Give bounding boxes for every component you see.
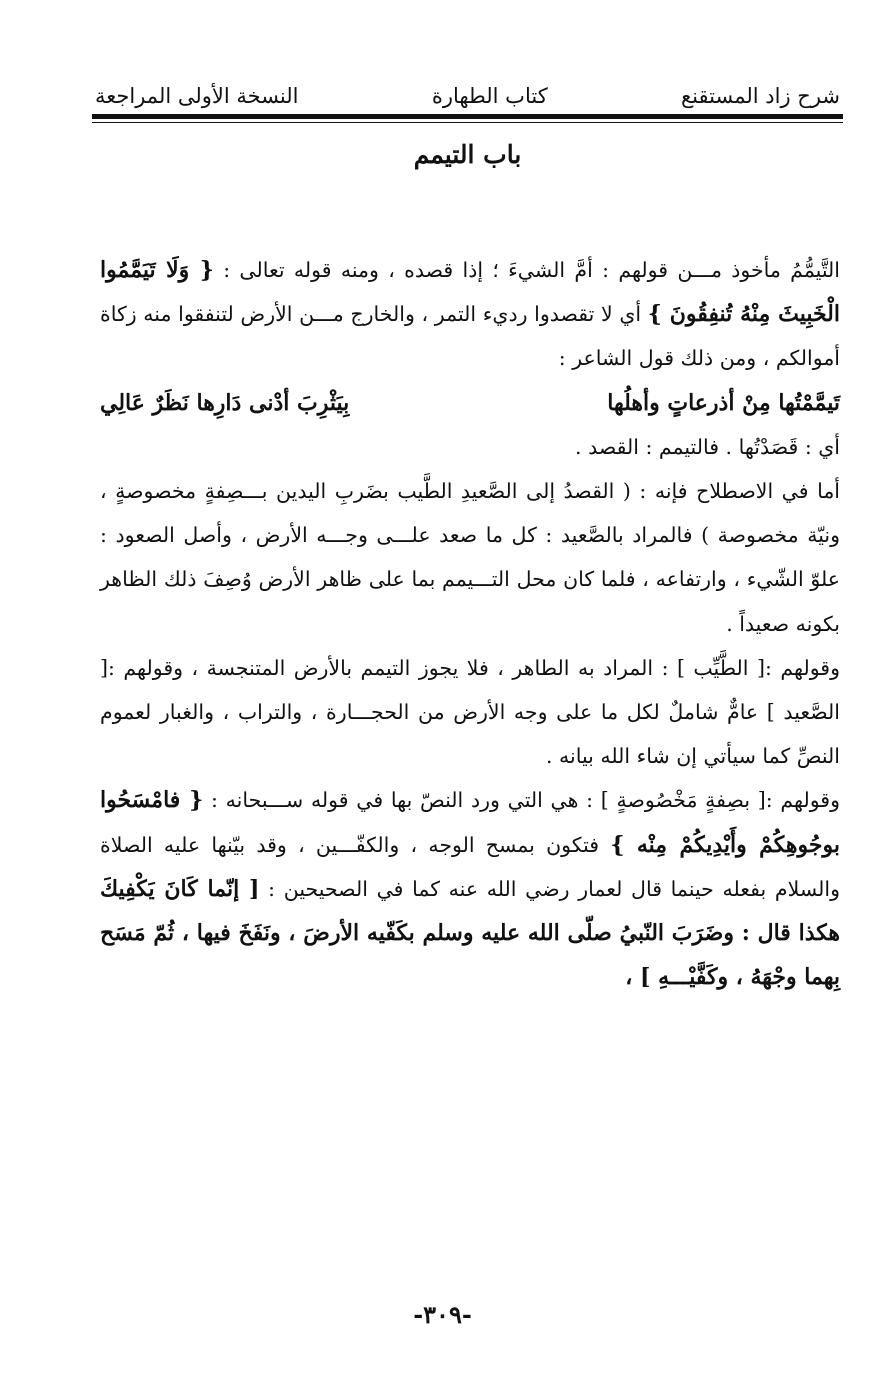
header-book-title: شرح زاد المستقنع [681,84,840,108]
verse-second-hemistich: بِيَثْرِبَ أدْنى دَارِها نَظَرٌ عَالِي [100,389,350,416]
poetry-verse [100,381,840,425]
verse-first-hemistich: تَيمَّمْتُها مِنْ أذرعاتٍ وأهلُها [607,389,840,416]
text-segment: فتكون بمسح الوجه ، والكفّـــين ، وقد بيّنها عليه الصلاة والسلام بفعله حينما قال لعمار رضي الله عنه كما في الصحيحين : [100,832,840,901]
page-number: -٣٠٩- [413,1300,472,1329]
paragraph-tayyib: وقولهم :[ الطَّيِّب ] : المراد به الطاهر ، فلا يجوز التيمم بالأرض المتنجسة ، وقولهم :[ الصَّعيد ] عامٌّ شاملٌ لكل ما على وجه الأرض من الحجـــارة ، والتراب ، والغبار لعموم النصِّ كما سيأتي إن شاء الله بيانه . [100,655,840,769]
text-segment: أي لا تقصدوا رديء التمر ، والخارج مـــن الأرض لتنفقوا منه زكاة أموالكم ، ومن ذلك قول الشاعر : [100,302,840,371]
quran-verse: { فامْسَحُوا بوجُوهِكُمْ وأَيْدِيكُمْ مِنْه } [100,787,840,858]
header-edition: النسخة الأولى المراجعة [95,84,299,108]
paragraph-definition [100,248,840,381]
header-section-title: كتاب الطهارة [431,84,548,108]
text-segment: وقولهم :[ بصِفةٍ مَخْصُوصةٍ ] : هي التي ورد النصّ بها في قوله ســـبحانه : [211,788,840,813]
chapter-title: باب التيمم [413,140,522,169]
quran-verse: { وَلَا تَيَمَّمُوا الْخَبِيثَ مِنْهُ تُنفِقُونَ } [100,257,840,328]
paragraph-sifa [100,778,840,999]
paragraph-istilah: أما في الاصطلاح فإنه : ( القصدُ إلى الصَّعيدِ الطَّيب بضَربِ اليدين بـــصِفةٍ مخصوصةٍ ، ونيّة مخصوصة ) فالمراد بالصَّعيد : كل ما صعد علـــى وجـــه الأرض ، وأصل الصعود : علوّ الشّيء ، وارتفاعه ، فلما كان محل التـــيمم بما على ظاهر الأرض وُصِفَ ذلك الظاهر بكونه صعيداً . [100,479,840,636]
hadith-quote: [ إنّما كَانَ يَكْفِيكَ هكذا قال : وضَرَبَ النّبيُ صلّى الله عليه وسلم بكَفّيه الأرضَ ، ونَفَخَ فيها ، ثُمّ مَسَح بِهما وجْهَهُ ، وكَفَّيْـــهِ ] ، [100,875,840,991]
header-rule-thin [92,122,843,123]
paragraph-meaning: أي : قَصَدْتُها . فالتيمم : القصد . [575,434,840,459]
text-segment: التَّيمُّمُ مأخوذ مـــن قولهم : أمَّ الشيءَ ؛ إذا قصده ، ومنه قوله تعالى : [223,258,840,282]
running-header [95,68,840,108]
body-text [100,248,840,999]
header-rule-thick [92,114,843,119]
